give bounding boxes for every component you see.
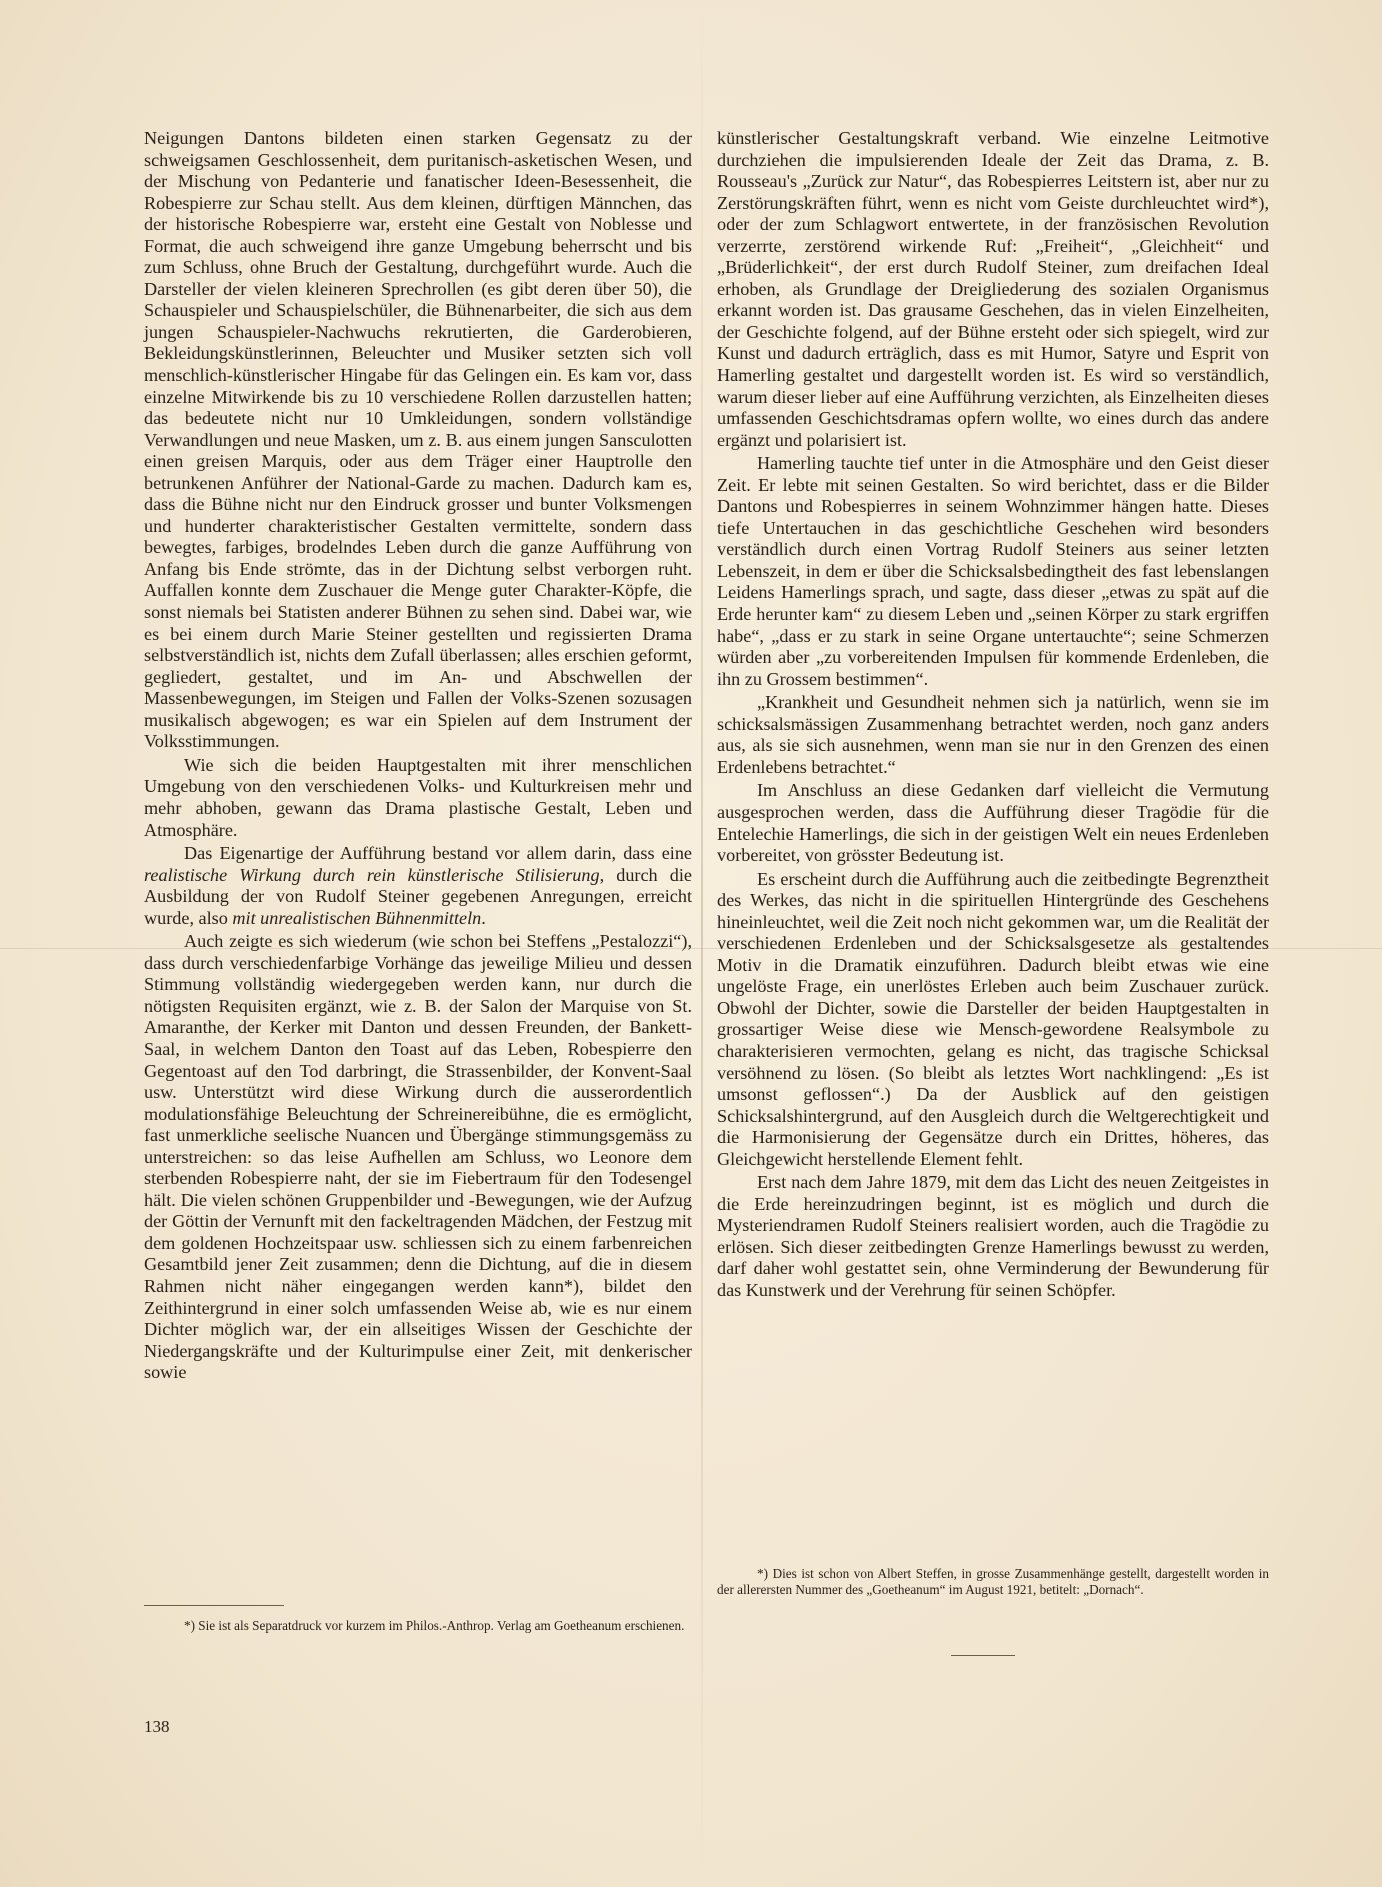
left-paragraph-2: Wie sich die beiden Hauptgestalten mit ihrer menschlichen Umgebung von den verschiedenen Volks- und Kulturkreisen mehr und mehr abhoben, gewann das Drama plastische Gestalt, Leben und Atmosphäre. xyxy=(144,754,692,840)
left-paragraph-3-text-after: . xyxy=(481,907,486,928)
right-paragraph-1: künstlerischer Gestaltungskraft verband. Wie einzelne Leitmotive durchziehen die impulsierenden Ideale der Zeit das Drama, z. B. Rousseau's „Zurück zur Natur“, das Robespierres Leitstern ist, aber nur zu Zerstörungskräften führt, wenn es nicht vom Geiste durchleuchtet wird*), oder der zum Schlagwort entwertete, in der französischen Revolution verzerrte, zerstörend wirkende Ruf: „Freiheit“, „Gleichheit“ und „Brüderlichkeit“, der erst durch Rudolf Steiner, zum dreifachen Ideal erhoben, als Grundlage der Dreigliederung des sozialen Organismus erkannt worden ist. Das grausame Geschehen, das in vielen Einzelheiten, der Geschichte folgend, auf der Bühne ersteht oder sich spiegelt, wird zur Kunst und dadurch erträglich, dass es mit Humor, Satyre und Esprit von Hamerling gestaltet und dargestellt worden ist. Es wird so verständlich, warum dieser lieber auf eine Aufführung verzichten, als Einzelheiten dieses umfassenden Geschichtsdramas opfern wollte, wo eines durch das andere ergänzt und polarisiert ist. xyxy=(717,128,1269,450)
left-paragraph-3 xyxy=(144,843,692,929)
right-paragraph-2: Hamerling tauchte tief unter in die Atmosphäre und den Geist dieser Zeit. Er lebte mit seinen Gestalten. So wird berichtet, dass er die Bilder Dantons und Robespierres in seinem Wohnzimmer hängen hatte. Dieses tiefe Untertauchen in das geschichtliche Geschehen wird besonders verständlich durch einen Vortrag Rudolf Steiners aus seiner letzten Lebenszeit, in dem er über die Schicksalsbedingtheit des fast lebenslangen Leidens Hamerlings sprach, und sagte, dass dieser „etwas zu spät auf die Erde herunter kam“ zu diesem Leben und „seinen Körper zu stark ergriffen habe“, „dass er zu stark in seine Organe untertauchte“; seine Schmerzen würden aber „zu vorbereitenden Impulsen für kommende Erdenleben, die ihn zu Grossem bestimmen“. xyxy=(717,453,1269,689)
left-paragraph-3-italic-1: realistische Wirkung durch rein künstlerische Stilisierung xyxy=(144,864,600,885)
left-paragraph-3-italic-2: mit unrealistischen Bühnenmitteln xyxy=(232,907,482,928)
left-paragraph-1: Neigungen Dantons bildeten einen starken Gegensatz zu der schweigsamen Geschlossenheit, dem puritanisch-asketischen Wesen, und der Mischung von Pedanterie und fanatischer Ideen-Besessenheit, die Robespierre zur Schau stellt. Aus dem kleinen, dürftigen Männchen, das der historische Robespierre war, ersteht eine Gestalt von Noblesse und Format, die auch schweigend ihre ganze Umgebung beherrscht und bis zum Schluss, ohne Bruch der Gestaltung, durchgeführt wurde. Auch die Darsteller der vielen kleineren Sprechrollen (es gibt deren über 50), die Schauspieler und Schauspielschüler, die Bühnenarbeiter, die sich aus dem jungen Schauspieler-Nachwuchs rekrutierten, die Garderobieren, Bekleidungskünstlerinnen, Beleuchter und Musiker setzten sich voll menschlich-künstlerischer Hingabe für das Gelingen ein. Es kam vor, dass einzelne Mitwirkende bis zu 10 verschiedene Rollen darzustellen hatten; das bedeutete nicht nur 10 Umkleidungen, sondern vollständige Verwandlungen und neue Masken, um z. B. aus einem jungen Sansculotten einen greisen Marquis, oder aus dem Träger einer Hauptrolle den betrunkenen Anführer der National-Garde zu machen. Dadurch kam es, dass die Bühne nicht nur den Eindruck grosser und bunter Volksmengen und hunderter charakteristischer Gestalten vermittelte, sondern dass bewegtes, farbiges, brodelndes Leben durch die ganze Aufführung von Anfang bis Ende strömte, das in der Dichtung selbst verborgen ruht. Auffallen konnte dem Zuschauer die Menge guter Charakter-Köpfe, die sonst niemals bei Statisten anderer Bühnen zu sehen sind. Dabei war, wie es bei einem durch Marie Steiner gestellten und regissierten Drama selbstverständlich ist, nichts dem Zufall überlassen; alles erschien geformt, gegliedert, gestaltet, und im An- und Abschwellen der Massenbewegungen, im Steigen und Fallen der Volks-Szenen sozusagen musikalisch abgewogen; es war ein Spielen auf dem Instrument der Volksstimmungen. xyxy=(144,128,692,752)
footnote-rule-left xyxy=(144,1605,284,1606)
right-paragraph-3: „Krankheit und Gesundheit nehmen sich ja natürlich, wenn sie im schicksalsmässigen Zusammenhang betrachtet werden, noch ganz anders aus, als sie sich ausnehmen, wenn man sie nur in den Grenzen des einen Erdenlebens betrachtet.“ xyxy=(717,692,1269,777)
end-rule-right xyxy=(951,1655,1015,1656)
left-paragraph-3-text-before: Das Eigenartige der Aufführung bestand vor allem darin, dass eine xyxy=(184,843,692,864)
page-fold-vertical xyxy=(701,0,703,1887)
left-column xyxy=(144,128,692,1384)
footnote-right-text: *) Dies ist schon von Albert Steffen, in grosse Zusammenhänge gestellt, dargestellt worden in der allerersten Nummer des „Goetheanum“ im August 1921, betitelt: „Dornach“. xyxy=(717,1566,1269,1597)
footnote-left xyxy=(144,1618,692,1634)
right-paragraph-6: Erst nach dem Jahre 1879, mit dem das Licht des neuen Zeitgeistes in die Erde hereinzudringen beginnt, ist es möglich und durch die Mysteriendramen Rudolf Steiners realisiert worden, auch die Tragödie zu erlösen. Sich dieser zeitbedingten Grenze Hamerlings bewusst zu werden, darf daher wohl gestattet sein, ohne Verminderung der Bewunderung für das Kunstwerk und der Verehrung für seinen Schöpfer. xyxy=(717,1172,1269,1300)
page-number: 138 xyxy=(144,1717,170,1736)
left-paragraph-3-text-middle: , durch die Ausbildung der von Rudolf Steiner gegebenen Anregungen, erreicht wurde, also xyxy=(144,864,692,928)
right-paragraph-5: Es erscheint durch die Aufführung auch die zeitbedingte Begrenztheit des Werkes, das nicht in die spirituellen Hintergründe des Geschehens hineinleuchtet, weil die Zeit noch nicht gekommen war, um die Realität der verschiedenen Erdenleben und der Schicksalsgesetze als gestaltendes Motiv in die Dramatik einzuführen. Dadurch bleibt etwas wie eine ungelöste Frage, ein unerlöstes Erleben auch beim Zuschauer zurück. Obwohl der Dichter, sowie die Darsteller der beiden Hauptgestalten in grossartiger Weise diese wie Mensch-gewordene Realsymbole zu charakterisieren vermochten, gelang es nicht, das tragische Schicksal versöhnend zu lösen. (So bleibt als letztes Wort nachklingend: „Es ist umsonst geflossen“.) Da der Ausblick auf den geistigen Schicksalshintergrund, auf den Ausgleich durch die Weltgerechtigkeit und die Harmonisierung der Gegensätze durch ein Drittes, höheres, das Gleichgewicht herstellende Element fehlt. xyxy=(717,868,1269,1169)
right-column xyxy=(717,128,1269,1302)
left-paragraph-4: Auch zeigte es sich wiederum (wie schon bei Steffens „Pestalozzi“), dass durch verschiedenfarbige Vorhänge das jeweilige Milieu und dessen Stimmung vollständig wiedergegeben werden kann, nur durch die nötigsten Requisiten ergänzt, wie z. B. der Salon der Marquise von St. Amaranthe, der Kerker mit Danton und dessen Freunden, der Bankett-Saal, in welchem Danton den Toast auf das Leben, Robespierre den Gegentoast auf den Tod darbringt, die Strassenbilder, der Konvent-Saal usw. Unterstützt wird diese Wirkung durch die ausserordentlich modulationsfähige Beleuchtung der Schreinereibühne, die es ermöglicht, fast unmerkliche seelische Nuancen und Übergänge stimmungsgemäss zu unterstreichen: so das leise Aufhellen am Schluss, wo Leonore dem sterbenden Robespierre naht, der sie im Fiebertraum für den Todesengel hält. Die vielen schönen Gruppenbilder und -Bewegungen, wie der Aufzug der Göttin der Vernunft mit den fackeltragenden Mädchen, der Festzug mit dem goldenen Hochzeitspaar usw. schliessen sich zu einem farbenreichen Gesamtbild jener Zeit zusammen; denn die Dichtung, auf die in diesem Rahmen nicht näher eingegangen werden kann*), bildet den Zeithintergrund in einer solch umfassenden Weise ab, wie es nur einem Dichter möglich war, der ein allseitiges Wissen der Geschichte der Niedergangskräfte und der Kulturimpulse einer Zeit, mit denkerischer sowie xyxy=(144,931,692,1383)
right-paragraph-4: Im Anschluss an diese Gedanken darf vielleicht die Vermutung ausgesprochen werden, dass die Aufführung dieser Tragödie für die Entelechie Hamerlings, die sich in der geistigen Welt ein neues Erdenleben vorbereitet, von grösster Bedeutung ist. xyxy=(717,780,1269,866)
footnote-right xyxy=(717,1566,1269,1598)
footnote-left-text: *) Sie ist als Separatdruck vor kurzem im Philos.-Anthrop. Verlag am Goetheanum erschienen. xyxy=(184,1618,685,1633)
